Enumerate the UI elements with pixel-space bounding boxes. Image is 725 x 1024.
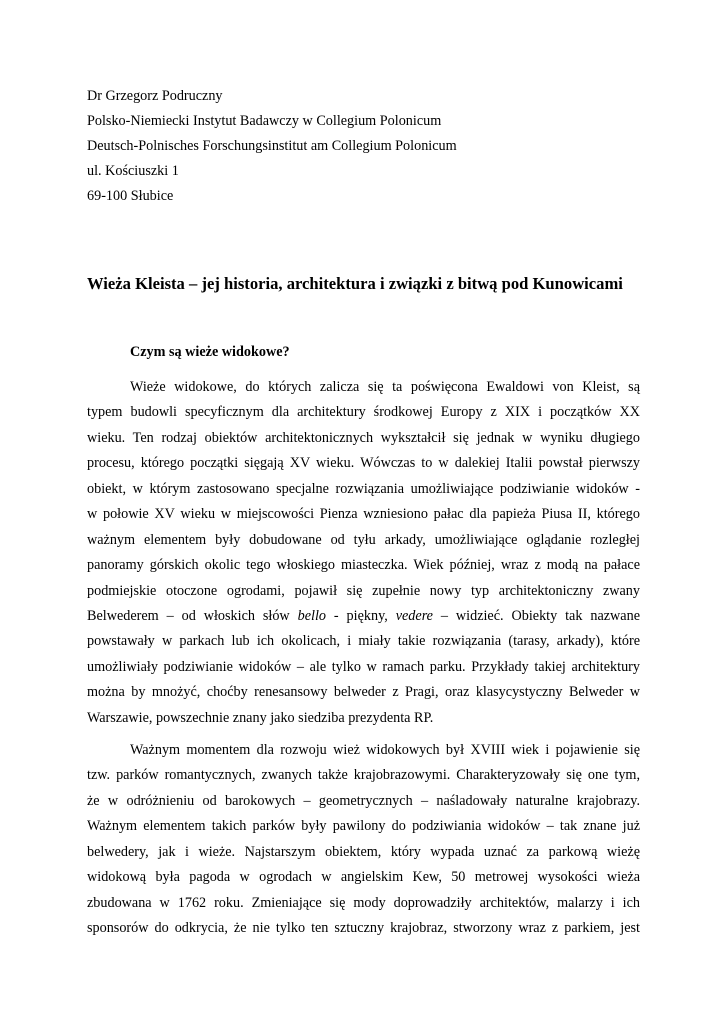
postal-city: 69-100 Słubice — [87, 188, 174, 204]
paragraph-line: widokową była pagoda w ogrodach w angielskim Kew, 50 metrowej wysokości wieża — [87, 869, 640, 886]
street-address: ul. Kościuszki 1 — [87, 163, 179, 179]
paragraph-line: podmiejskie otoczone ogrodami, pojawił się zupełnie nowy typ architektoniczny zwany — [87, 582, 640, 599]
author-name: Dr Grzegorz Podruczny — [87, 88, 223, 104]
paragraph-line: obiekt, w którym zastosowano specjalne rozwiązania umożliwiające podziwianie widoków - — [87, 480, 640, 497]
text-segment: - piękny, — [325, 607, 396, 624]
paragraph-1 — [87, 375, 640, 731]
institute-polish: Polsko-Niemiecki Instytut Badawczy w Collegium Polonicum — [87, 113, 442, 129]
section-heading: Czym są wieże widokowe? — [130, 344, 290, 360]
paragraph-2 — [87, 738, 640, 942]
italic-word-vedere: vedere — [395, 607, 433, 624]
paragraph-line: Warszawie, powszechnie znany jako siedziba prezydenta RP. — [87, 709, 434, 726]
document-title: Wieża Kleista – jej historia, architektura i związki z bitwą pod Kunowicami — [87, 274, 623, 293]
text-segment: – widzieć. Obiekty tak nazwane — [432, 607, 640, 624]
paragraph-line: Ważnym momentem dla rozwoju wież widokowych był XVIII wiek i pojawienie się — [130, 742, 640, 758]
paragraph-line: umożliwiały podziwianie widoków – ale tylko w ramach parku. Przykłady takiej architektury — [87, 658, 640, 675]
paragraph-line: że w odróżnieniu od barokowych – geometrycznych – naśladowały naturalne krajobrazy. — [87, 792, 640, 809]
paragraph-line: typem budowli specyficznym dla architektury środkowej Europy z XIX i początków XX — [87, 404, 640, 421]
paragraph-line: belwedery, jak i wieże. Najstarszym obiektem, który wypada uznać za parkową wieżę — [87, 843, 640, 860]
institute-german: Deutsch-Polnisches Forschungsinstitut am Collegium Polonicum — [87, 138, 457, 154]
paragraph-line: w połowie XV wieku w miejscowości Pienza wzniesiono pałac dla papieża Piusa II, którego — [87, 506, 640, 523]
paragraph-line: wieku. Ten rodzaj obiektów architektonicznych wykształcił się jednak w wyniku długiego — [87, 429, 640, 446]
paragraph-line: można by mnożyć, choćby renesansowy belweder z Pragi, oraz klasycystyczny Belweder w — [87, 684, 640, 701]
text-segment: Belwederem – od włoskich słów — [87, 607, 298, 624]
paragraph-line: powstawały w parkach lub ich okolicach, i miały takie rozwiązania (tarasy, arkady), które — [87, 633, 640, 650]
author-address-block — [87, 84, 457, 209]
italic-word-bello: bello — [297, 607, 326, 624]
paragraph-line: panoramy górskich okolic tego włoskiego miasteczka. Wiek później, wraz z modą na pałace — [87, 557, 640, 574]
paragraph-line: tzw. parków romantycznych, zwanych także krajobrazowymi. Charakteryzowały się one tym, — [87, 767, 640, 784]
paragraph-line: ważnym elementem były dobudowane od tyłu arkady, umożliwiające oglądanie rozległej — [87, 531, 640, 548]
paragraph-line: Ważnym elementem takich parków były pawilony do podziwiania widoków – tak znane już — [87, 818, 640, 835]
paragraph-line-belweder — [87, 604, 640, 629]
paragraph-line: zbudowana w 1762 roku. Zmieniające się mody doprowadziły architektów, malarzy i ich — [87, 894, 640, 911]
paragraph-line: Wieże widokowe, do których zalicza się ta poświęcona Ewaldowi von Kleist, są — [130, 379, 640, 395]
paragraph-line: sponsorów do odkrycia, że nie tylko ten sztuczny krajobraz, stworzony wraz z parkiem, jest — [87, 920, 640, 937]
paragraph-line: procesu, którego początki sięgają XV wieku. Wówczas to w dalekiej Italii powstał pierwszy — [87, 455, 640, 472]
